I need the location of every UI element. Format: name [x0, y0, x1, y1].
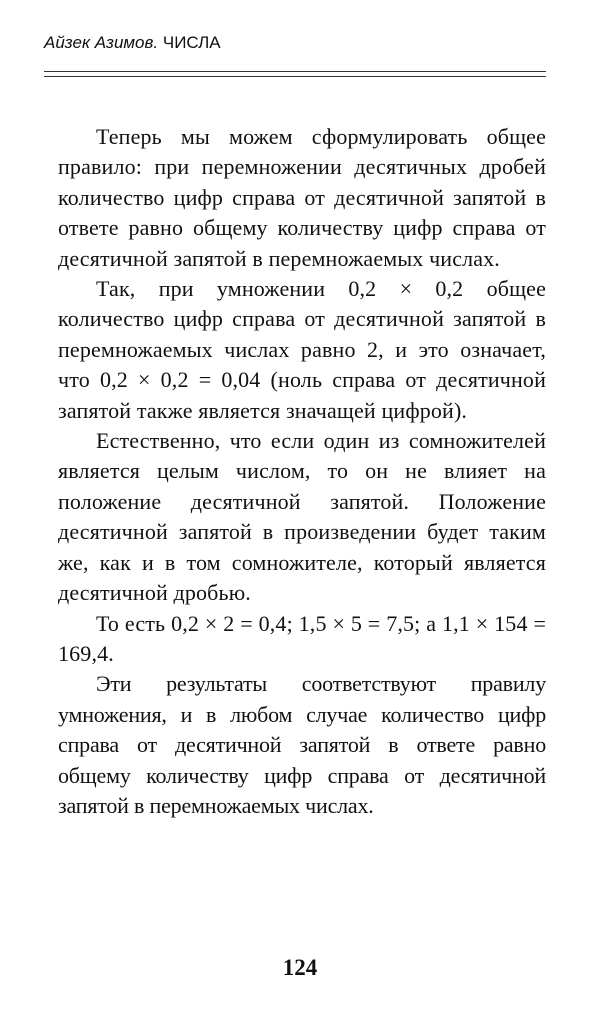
page-number: 124 [282, 955, 318, 980]
paragraph-1: Теперь мы можем сформулировать общее правило: при перемножении десятичных дробей количество цифр справа от десятичной запятой в ответе равно общему количеству цифр справа от десятичной запятой в перемножаемых числах. [58, 124, 546, 271]
header-rule-top [44, 71, 546, 72]
header-rule-bottom [44, 76, 546, 77]
header-title: ЧИСЛА [162, 33, 221, 52]
paragraph-2: Так, при умножении 0,2 × 0,2 общее количество цифр справа от десятичной запятой в перемножаемых числах равно 2, и это означает, что 0,2 × 0,2 = 0,04 (ноль справа от десятичной запятой также является значащей цифрой). [58, 276, 546, 423]
paragraph-5: Эти результаты соответствуют правилу умножения, и в любом случае количество цифр справа от десятичной запятой в ответе равно общему количеству цифр справа от десятичной запятой в перемножаемых числах. [58, 671, 546, 818]
running-header [44, 33, 221, 53]
paragraph-4: То есть 0,2 × 2 = 0,4; 1,5 × 5 = 7,5; а 1,1 × 154 = 169,4. [58, 610, 546, 666]
paragraph-3: Естественно, что если один из сомножителей является целым числом, то он не влияет на положение десятичной запятой. Положение десятичной запятой в произведении будет таким же, как и в том сомножителе, который является десятичной дробью. [58, 428, 546, 606]
body-text [58, 122, 546, 821]
header-author: Айзек Азимов. [44, 33, 159, 52]
